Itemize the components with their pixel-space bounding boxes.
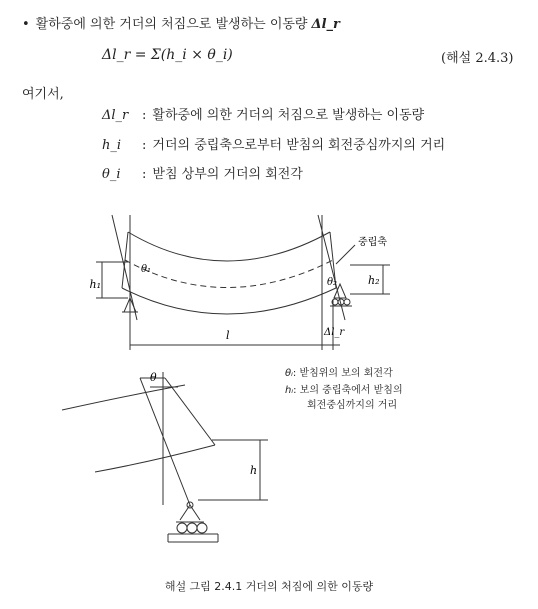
girder-top-edge	[128, 232, 330, 261]
h-label: h	[250, 464, 258, 477]
legend-text: : 보의 중립축에서 받침의	[293, 385, 403, 396]
bullet: •	[22, 17, 30, 32]
definition-term: Δl_r	[102, 108, 129, 123]
definition-text: 거더의 중립축으로부터 받침의 회전중심까지의 거리	[152, 138, 446, 153]
theta1-label: θ₁	[141, 264, 152, 275]
legend-theta	[285, 367, 393, 381]
legend-symbol: θᵢ	[285, 368, 293, 379]
legend-text: 회전중심까지의 거리	[307, 400, 398, 411]
legend-text: : 받침위의 보의 회전각	[292, 368, 393, 379]
span-label: l	[226, 329, 230, 342]
where-label: 여기서,	[22, 87, 64, 102]
definition-colon: :	[142, 167, 147, 182]
beam-end-outer	[165, 378, 215, 445]
beam-end-detail	[62, 372, 268, 542]
neutral-axis-label: 중립축	[358, 237, 387, 248]
h1-label: h₁	[89, 278, 101, 291]
girder-bottom-edge	[122, 288, 336, 314]
roller	[344, 299, 350, 305]
left-rotation-line	[112, 215, 137, 320]
roller	[187, 523, 197, 533]
legend-symbol: hᵢ	[285, 385, 294, 396]
intro-symbol: Δl_r	[311, 17, 340, 32]
definition-term: h_i	[102, 138, 122, 153]
neutral-axis-line	[125, 260, 333, 288]
h2-label: h₂	[368, 274, 380, 287]
beam-end-face	[140, 378, 190, 505]
definition-colon: :	[142, 108, 147, 123]
formula: Δl_r = Σ(h_i × θ_i)	[102, 47, 233, 63]
definition-term: θ_i	[102, 167, 121, 182]
beam-top-edge	[62, 385, 185, 410]
legend-h-continued	[307, 399, 397, 413]
formula-reference: (해설 2.4.3)	[441, 51, 514, 66]
legend-h	[285, 384, 403, 398]
definition-colon: :	[142, 138, 147, 153]
roller	[197, 523, 207, 533]
theta2-label: θ₂	[327, 277, 338, 288]
definition-text: 받침 상부의 거더의 회전각	[152, 167, 303, 182]
definition-text: 활하중에 의한 거더의 처짐으로 발생하는 이동량	[152, 108, 425, 123]
figure-caption: 해설 그림 2.4.1 거더의 처짐에 의한 이동량	[164, 580, 374, 593]
roller	[177, 523, 187, 533]
theta-label: θ	[150, 371, 157, 384]
beam-bottom-edge	[95, 445, 215, 472]
intro-text: 활하중에 의한 거더의 처짐으로 발생하는 이동량	[35, 17, 308, 32]
delta-label: Δl_r	[324, 327, 345, 338]
neutral-axis-leader	[336, 245, 355, 264]
